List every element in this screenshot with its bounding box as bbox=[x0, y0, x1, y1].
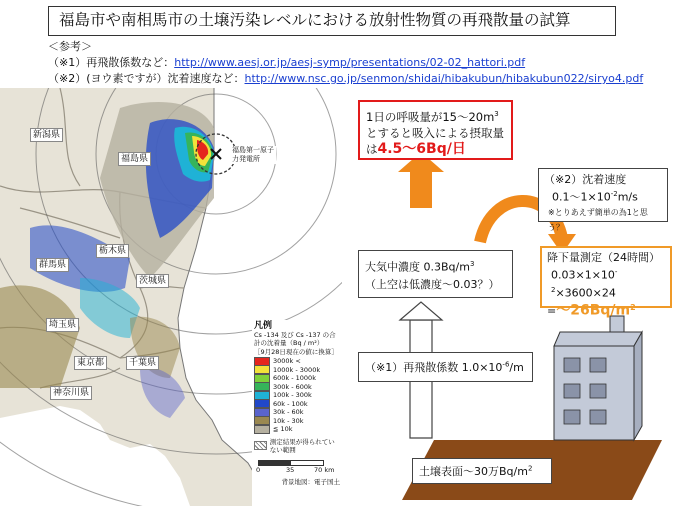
air-line-2: （上空は低濃度～0.03？） bbox=[365, 277, 500, 291]
air-line-1 bbox=[365, 256, 506, 276]
scale-label: 0 bbox=[256, 465, 261, 474]
air-concentration-box bbox=[358, 250, 513, 298]
legend-subtitle: Cs -134 及び Cs -137 の合計の沈着量（Bq / m²） bbox=[254, 331, 336, 347]
deposition-velocity-box bbox=[538, 168, 668, 232]
prefecture-label: 栃木県 bbox=[96, 244, 129, 258]
prefecture-label: 埼玉県 bbox=[46, 318, 79, 332]
deposition-note: ※とりあえず簡単の為1と思う？ bbox=[548, 207, 648, 232]
legend-label: 60k - 100k bbox=[273, 399, 308, 408]
legend-label: ≦ 10k bbox=[273, 425, 293, 434]
legend-item bbox=[254, 417, 340, 426]
intake-line-3-pre: は bbox=[366, 141, 378, 156]
legend-item bbox=[254, 357, 340, 366]
hatch-swatch bbox=[254, 441, 267, 450]
deposition-title: （※2）沈着速度 bbox=[544, 173, 627, 186]
legend-label: 1000k - 3000k bbox=[273, 365, 321, 374]
reference-1 bbox=[48, 54, 525, 70]
deposition-value-text: 0.1～1×10 bbox=[552, 190, 611, 204]
scale-label: 35 bbox=[286, 465, 295, 474]
fallout-calc-text: 0.03×1×10 bbox=[551, 268, 615, 282]
scale-label: 70 km bbox=[314, 465, 335, 474]
legend-item bbox=[254, 408, 340, 417]
soil-surface-text: 土壌表面～30万Bq/m bbox=[419, 465, 528, 478]
intake-estimate-box bbox=[358, 100, 513, 160]
fallout-title: 降下量測定（24時間） bbox=[547, 251, 660, 264]
fallout-calc-sup: -2 bbox=[551, 268, 618, 294]
prefecture-label: 東京都 bbox=[74, 356, 107, 370]
building-graphic bbox=[554, 316, 642, 440]
map-legend bbox=[252, 320, 342, 506]
legend-label: 3000k < bbox=[273, 357, 301, 366]
legend-item bbox=[254, 374, 340, 383]
legend-hatch bbox=[254, 438, 340, 454]
deposition-value-sup: -2 bbox=[610, 190, 618, 198]
legend-label: 100k - 300k bbox=[273, 391, 312, 400]
deposition-value-unit: m/s bbox=[617, 190, 638, 204]
fallout-measurement-box bbox=[540, 246, 672, 319]
reference-1-label: （※1）再飛散係数など： bbox=[48, 56, 175, 69]
page-title: 福島市や南相馬市の土壌汚染レベルにおける放射性物質の再飛散量の試算 bbox=[48, 6, 616, 36]
resuspension-box bbox=[358, 352, 533, 382]
deposition-value bbox=[544, 187, 662, 205]
fallout-result-sup: 2 bbox=[630, 303, 636, 313]
resuspension-text: （※1）再飛散係数 1.0×10 bbox=[365, 361, 503, 374]
legend-label: 600k - 1000k bbox=[273, 374, 316, 383]
prefecture-label: 福島県 bbox=[118, 152, 151, 166]
plant-label: 福島第一原子力発電所 bbox=[232, 146, 274, 163]
fallout-calc-rest: ×3600×24 bbox=[555, 286, 616, 300]
intake-line-3 bbox=[366, 141, 505, 157]
prefecture-label: 新潟県 bbox=[30, 128, 63, 142]
fallout-result-eq: = bbox=[547, 304, 557, 318]
hatch-note: 測定結果が得られていない範囲 bbox=[269, 437, 335, 454]
legend-label: 300k - 600k bbox=[273, 382, 312, 391]
prefecture-label: 茨城県 bbox=[136, 274, 169, 288]
intake-line-2: とすると吸入による摂取量 bbox=[366, 125, 504, 140]
scale-bar bbox=[254, 460, 340, 478]
resuspension-unit: /m bbox=[509, 361, 524, 374]
legend-date-note: ［9月28日現在の値に換算］ bbox=[254, 348, 338, 356]
soil-surface-label bbox=[412, 458, 552, 484]
intake-line-1 bbox=[366, 106, 505, 125]
fallout-result bbox=[547, 300, 665, 319]
legend-item bbox=[254, 425, 340, 434]
legend-item bbox=[254, 366, 340, 375]
legend-item bbox=[254, 391, 340, 400]
reference-2 bbox=[48, 70, 643, 86]
reference-2-label: （※2）(ヨウ素ですが）沈着速度など： bbox=[48, 72, 245, 85]
air-line-1-sup: 3 bbox=[469, 260, 475, 268]
legend-items bbox=[252, 357, 342, 434]
soil-surface-sup: 2 bbox=[527, 464, 533, 473]
air-line-1-text: 大気中濃度 0.3Bq/m bbox=[365, 260, 470, 274]
legend-swatch bbox=[254, 425, 270, 434]
reference-1-link[interactable]: http://www.aesj.or.jp/aesj-symp/presentations/02-02_hattori.pdf bbox=[174, 56, 526, 69]
reference-2-link[interactable]: http://www.nsc.go.jp/senmon/shidai/hibakubun/hibakubun022/siryo4.pdf bbox=[244, 72, 644, 85]
intake-arrow bbox=[410, 170, 432, 208]
resuspension-sup: -6 bbox=[502, 360, 510, 369]
legend-label: 10k - 30k bbox=[273, 416, 304, 425]
fallout-result-value: ～26Bq/m bbox=[556, 302, 631, 319]
prefecture-label: 群馬県 bbox=[36, 258, 69, 272]
fallout-calc bbox=[547, 265, 665, 300]
legend-item bbox=[254, 400, 340, 409]
intake-result: 4.5～6Bq/日 bbox=[377, 140, 466, 157]
prefecture-label: 神奈川県 bbox=[50, 386, 92, 400]
legend-label: 30k - 60k bbox=[273, 408, 304, 417]
intake-line-1-sup: 3 bbox=[494, 110, 499, 118]
legend-item bbox=[254, 383, 340, 392]
map-credit: 背景地図：電子国土 bbox=[281, 477, 340, 486]
prefecture-label: 千葉県 bbox=[126, 356, 159, 370]
legend-title: 凡例 bbox=[254, 321, 273, 331]
intake-line-1-text: 1日の呼吸量が15～20m bbox=[366, 109, 495, 124]
contamination-map bbox=[0, 88, 342, 506]
refs-heading: ＜参考＞ bbox=[48, 40, 92, 53]
